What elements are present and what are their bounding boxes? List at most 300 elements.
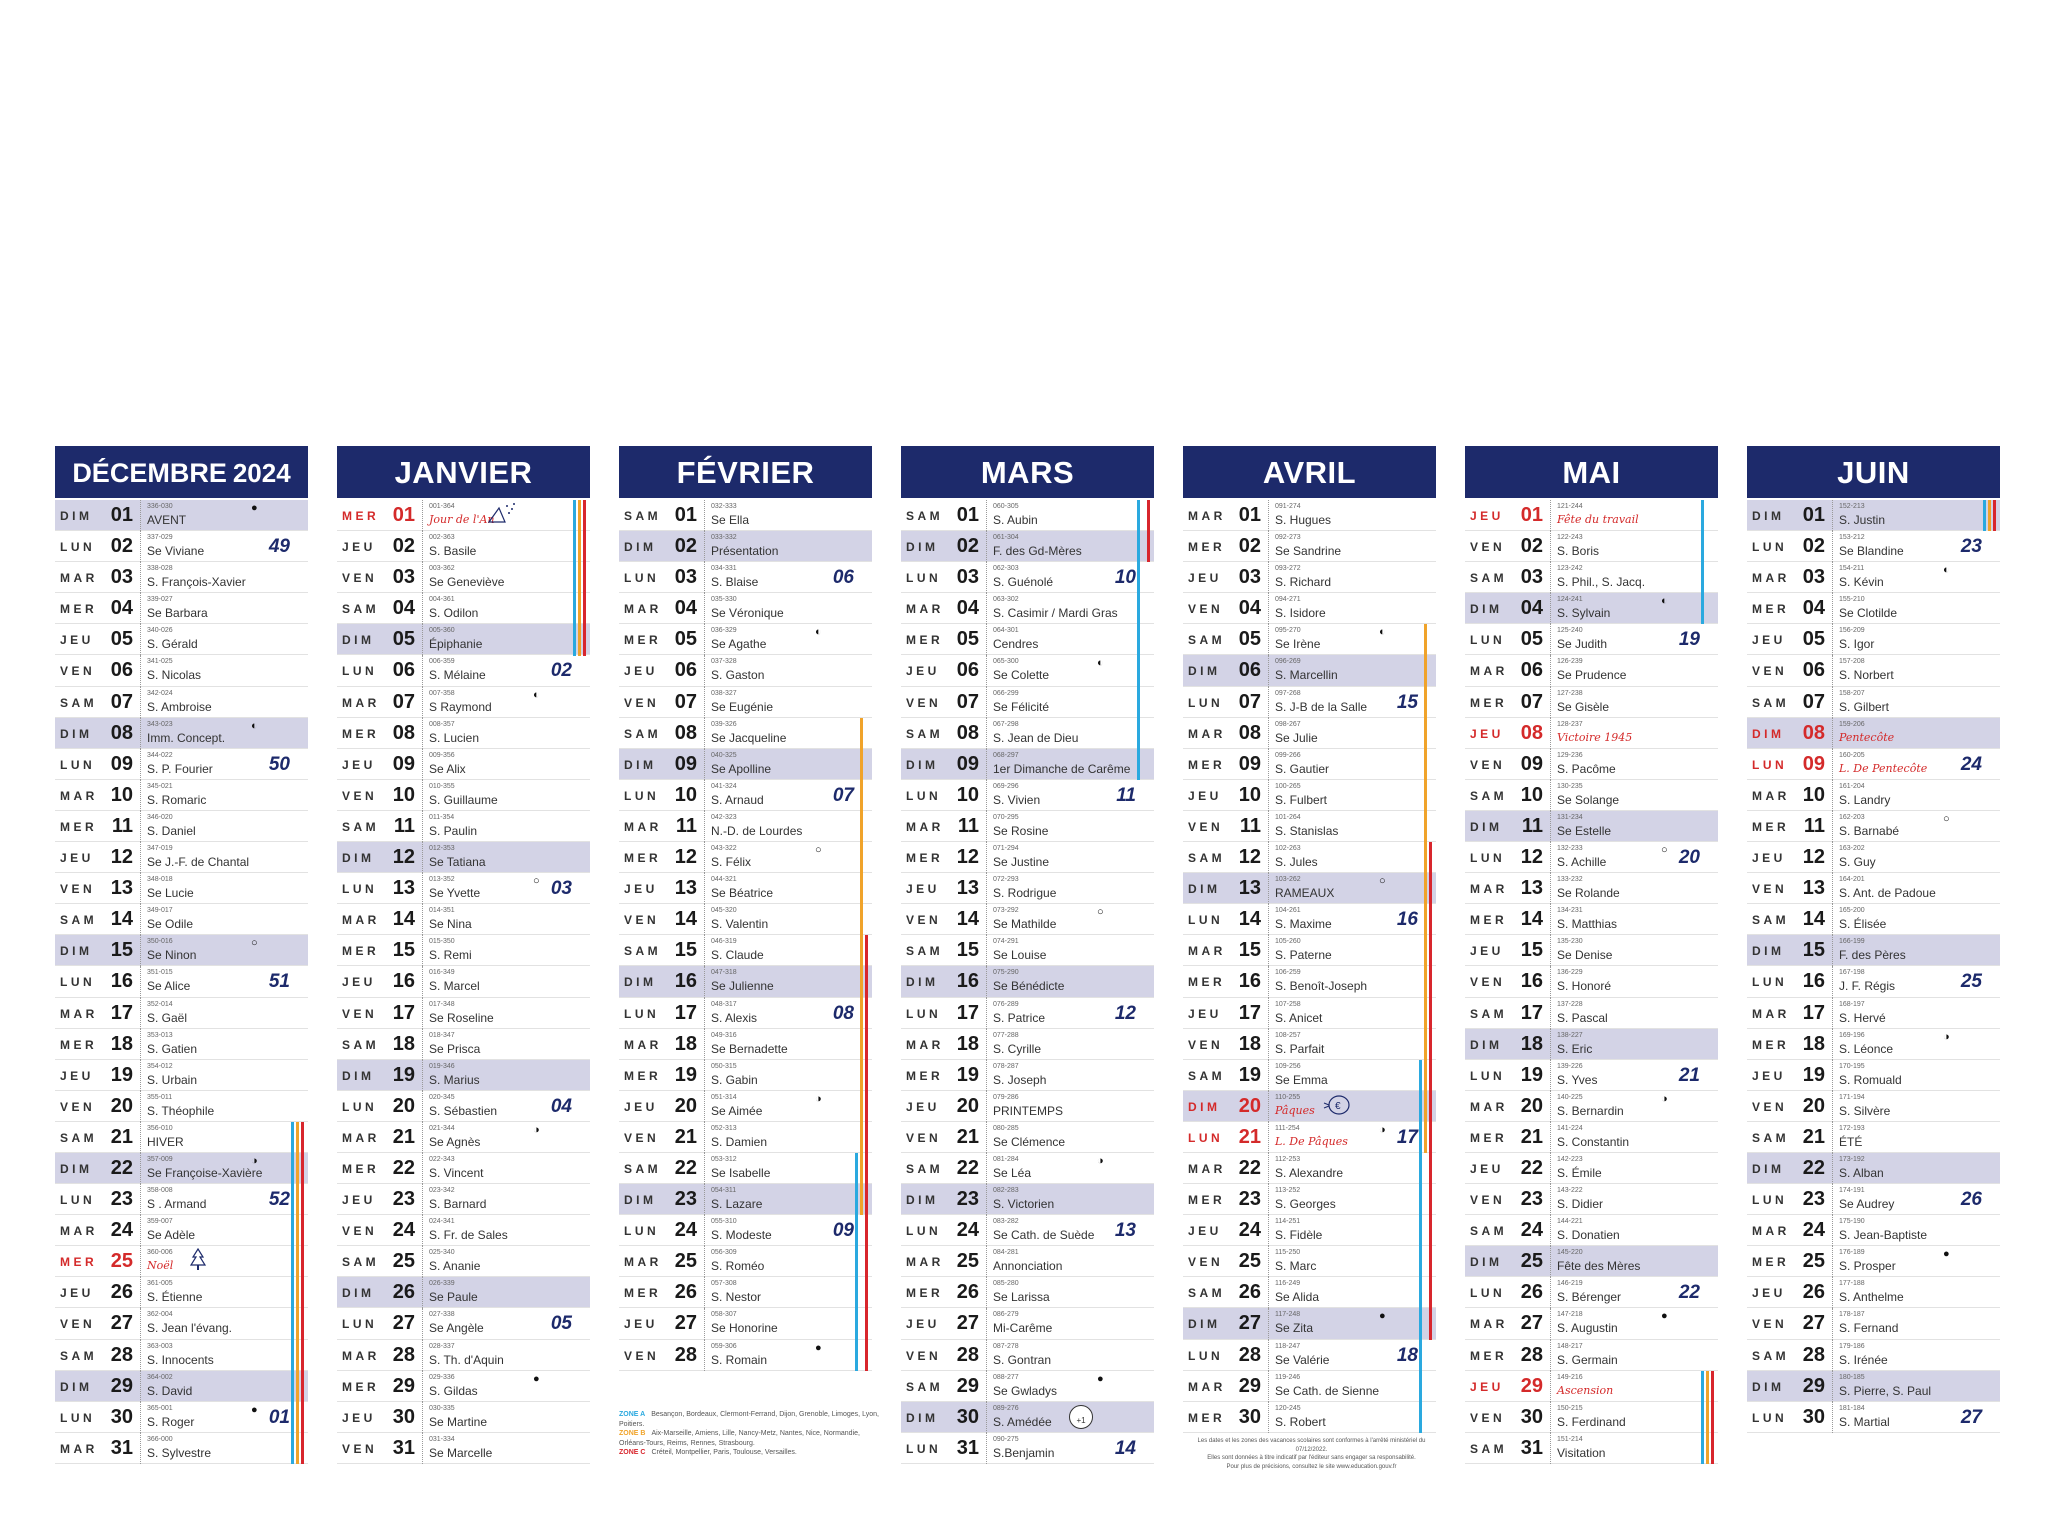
day-row[interactable] — [901, 1340, 1154, 1371]
saint-name: S. Paulin — [429, 823, 478, 838]
weekday-label: VEN — [1188, 1037, 1224, 1052]
day-row[interactable] — [337, 500, 590, 531]
day-row[interactable] — [619, 1246, 872, 1277]
day-row[interactable] — [1183, 562, 1436, 593]
weekday-label: LUN — [342, 882, 378, 897]
weekday-label: SAM — [1188, 633, 1226, 648]
day-number: 31 — [110, 1436, 133, 1459]
day-row[interactable] — [337, 624, 590, 655]
day-row[interactable] — [337, 718, 590, 749]
weekday-label: SAM — [1470, 571, 1508, 586]
day-row[interactable] — [1183, 780, 1436, 811]
day-row[interactable] — [1465, 1371, 1718, 1402]
day-row[interactable] — [901, 998, 1154, 1029]
weekday-label: SAM — [1752, 913, 1790, 928]
day-row[interactable] — [1183, 1371, 1436, 1402]
day-row[interactable] — [1465, 1215, 1718, 1246]
day-row[interactable] — [55, 1340, 308, 1371]
day-row[interactable] — [901, 1060, 1154, 1091]
day-row[interactable] — [1183, 718, 1436, 749]
day-row[interactable] — [55, 1371, 308, 1402]
day-row[interactable] — [1183, 842, 1436, 873]
day-row[interactable] — [1465, 1184, 1718, 1215]
holiday-name: L. De Pâques — [1275, 1134, 1348, 1148]
day-row[interactable] — [55, 1153, 308, 1184]
legend-zone-a: ZONE A Besançon, Bordeaux, Clermont-Ferrand, Dijon, Grenoble, Limoges, Lyon, Poitiers. — [619, 1411, 879, 1428]
day-row[interactable] — [619, 811, 872, 842]
day-of-year-code: 167-198 — [1839, 969, 1865, 977]
weekday-label: MAR — [342, 695, 380, 710]
day-of-year-code: 138-227 — [1557, 1031, 1583, 1039]
day-row[interactable] — [55, 842, 308, 873]
day-number: 24 — [956, 1219, 979, 1242]
day-row[interactable] — [1465, 1433, 1718, 1464]
day-number: 18 — [956, 1032, 979, 1055]
day-row[interactable] — [619, 655, 872, 686]
day-row[interactable] — [1747, 655, 2000, 686]
week-number: 21 — [1678, 1064, 1700, 1086]
saint-name: Se J.-F. de Chantal — [147, 855, 250, 870]
day-row[interactable] — [1465, 1060, 1718, 1091]
day-row[interactable] — [1183, 749, 1436, 780]
day-row[interactable] — [1183, 1029, 1436, 1060]
day-row[interactable] — [619, 1215, 872, 1246]
day-row[interactable] — [901, 904, 1154, 935]
day-row[interactable] — [1747, 1060, 2000, 1091]
day-row[interactable] — [1747, 749, 2000, 780]
day-row[interactable] — [1465, 966, 1718, 997]
saint-name: S. Silvère — [1839, 1103, 1891, 1118]
day-row[interactable] — [337, 531, 590, 562]
day-row[interactable] — [55, 687, 308, 718]
saint-name: S. Pierre, S. Paul — [1839, 1383, 1932, 1398]
day-row[interactable] — [1747, 1091, 2000, 1122]
day-of-year-code: 126-239 — [1557, 658, 1583, 666]
day-row[interactable] — [901, 687, 1154, 718]
day-row[interactable] — [901, 500, 1154, 531]
day-row[interactable] — [1183, 687, 1436, 718]
day-row[interactable] — [1183, 531, 1436, 562]
day-row[interactable] — [55, 593, 308, 624]
weekday-label: LUN — [906, 1224, 942, 1239]
day-row[interactable] — [901, 811, 1154, 842]
day-row[interactable] — [1747, 842, 2000, 873]
dotted-divider — [1832, 1091, 1833, 1122]
day-row[interactable] — [901, 1371, 1154, 1402]
day-row[interactable] — [1465, 904, 1718, 935]
day-row[interactable] — [1747, 624, 2000, 655]
saint-name: S. Isidore — [1275, 606, 1326, 621]
dotted-divider — [986, 624, 987, 655]
day-row[interactable] — [1747, 998, 2000, 1029]
day-row[interactable] — [619, 842, 872, 873]
day-of-year-code: 165-200 — [1839, 907, 1865, 915]
day-row[interactable] — [1465, 1122, 1718, 1153]
day-row[interactable] — [901, 749, 1154, 780]
weekday-label: VEN — [60, 1099, 96, 1114]
dotted-divider — [140, 1308, 141, 1339]
day-row[interactable] — [1183, 811, 1436, 842]
day-row[interactable] — [619, 1122, 872, 1153]
day-row[interactable] — [337, 655, 590, 686]
day-row[interactable] — [55, 1029, 308, 1060]
day-row[interactable] — [55, 718, 308, 749]
day-row[interactable] — [901, 780, 1154, 811]
day-row[interactable] — [1747, 718, 2000, 749]
day-row[interactable] — [55, 749, 308, 780]
day-row[interactable] — [1747, 811, 2000, 842]
day-row[interactable] — [337, 687, 590, 718]
day-row[interactable] — [55, 780, 308, 811]
day-row[interactable] — [337, 811, 590, 842]
day-of-year-code: 090-275 — [993, 1435, 1019, 1443]
day-row[interactable] — [1465, 1246, 1718, 1277]
day-row[interactable] — [337, 998, 590, 1029]
day-row[interactable] — [901, 1122, 1154, 1153]
dotted-divider — [422, 593, 423, 624]
day-row[interactable] — [1465, 780, 1718, 811]
day-row[interactable] — [337, 1433, 590, 1464]
day-row[interactable] — [337, 1402, 590, 1433]
dotted-divider — [704, 935, 705, 966]
day-row[interactable] — [901, 1184, 1154, 1215]
day-number: 17 — [110, 1001, 133, 1024]
day-row[interactable] — [337, 1184, 590, 1215]
day-row[interactable] — [1747, 780, 2000, 811]
day-row[interactable] — [1183, 904, 1436, 935]
day-row[interactable] — [1465, 1029, 1718, 1060]
day-row[interactable] — [1747, 1029, 2000, 1060]
day-row[interactable] — [1465, 687, 1718, 718]
dotted-divider — [704, 1340, 705, 1371]
day-row[interactable] — [901, 1153, 1154, 1184]
day-row[interactable] — [1747, 873, 2000, 904]
day-row[interactable] — [337, 966, 590, 997]
day-row[interactable] — [55, 1091, 308, 1122]
day-row[interactable] — [619, 966, 872, 997]
day-row[interactable] — [337, 1091, 590, 1122]
day-row[interactable] — [337, 904, 590, 935]
day-row[interactable] — [1465, 624, 1718, 655]
day-row[interactable] — [1465, 1308, 1718, 1339]
day-row[interactable] — [337, 873, 590, 904]
day-row[interactable] — [1747, 1122, 2000, 1153]
day-row[interactable] — [619, 749, 872, 780]
day-row[interactable] — [1465, 998, 1718, 1029]
day-row[interactable] — [619, 1277, 872, 1308]
weekday-label: VEN — [906, 913, 942, 928]
day-row[interactable] — [1465, 749, 1718, 780]
day-row[interactable] — [619, 935, 872, 966]
day-row[interactable] — [619, 780, 872, 811]
day-row[interactable] — [55, 935, 308, 966]
day-row[interactable] — [1183, 593, 1436, 624]
weekday-label: JEU — [60, 1068, 94, 1083]
saint-name: S.Benjamin — [993, 1445, 1055, 1460]
day-row[interactable] — [55, 500, 308, 531]
day-row[interactable] — [901, 1402, 1154, 1433]
day-number: 20 — [1802, 1094, 1825, 1117]
day-row[interactable] — [55, 531, 308, 562]
day-row[interactable] — [1465, 842, 1718, 873]
day-row[interactable] — [1465, 1402, 1718, 1433]
day-row[interactable] — [1465, 1277, 1718, 1308]
dotted-divider — [704, 904, 705, 935]
dotted-divider — [1550, 1371, 1551, 1402]
weekday-label: DIM — [60, 944, 93, 959]
weekday-label: LUN — [60, 540, 96, 555]
day-number: 17 — [1802, 1001, 1825, 1024]
day-row[interactable] — [55, 1060, 308, 1091]
day-row[interactable] — [619, 624, 872, 655]
day-row[interactable] — [1465, 718, 1718, 749]
day-row[interactable] — [1747, 500, 2000, 531]
day-row[interactable] — [1747, 935, 2000, 966]
day-number: 02 — [674, 535, 697, 558]
day-row[interactable] — [619, 562, 872, 593]
day-row[interactable] — [1747, 1153, 2000, 1184]
weekday-label: JEU — [624, 1099, 658, 1114]
weekday-label: SAM — [1188, 1068, 1226, 1083]
day-row[interactable] — [619, 687, 872, 718]
day-row[interactable] — [337, 1153, 590, 1184]
day-row[interactable] — [55, 624, 308, 655]
weekday-label: MER — [1188, 975, 1226, 990]
dotted-divider — [140, 1215, 141, 1246]
day-row[interactable] — [337, 1060, 590, 1091]
day-row[interactable] — [619, 1060, 872, 1091]
day-row[interactable] — [1747, 1371, 2000, 1402]
day-row[interactable] — [337, 593, 590, 624]
day-row[interactable] — [337, 562, 590, 593]
day-row[interactable] — [619, 500, 872, 531]
day-row[interactable] — [901, 1091, 1154, 1122]
day-row[interactable] — [55, 1277, 308, 1308]
day-row[interactable] — [337, 1122, 590, 1153]
weekday-label: SAM — [1470, 1441, 1508, 1456]
day-row[interactable] — [55, 1122, 308, 1153]
day-row[interactable] — [1183, 1402, 1436, 1433]
saint-name: S. Claude — [711, 948, 764, 963]
day-row[interactable] — [1747, 531, 2000, 562]
day-row[interactable] — [55, 873, 308, 904]
day-row[interactable] — [1465, 1340, 1718, 1371]
dotted-divider — [1550, 1246, 1551, 1277]
day-row[interactable] — [901, 873, 1154, 904]
day-row[interactable] — [1183, 1277, 1436, 1308]
day-row[interactable] — [1747, 1246, 2000, 1277]
day-row[interactable] — [337, 1246, 590, 1277]
saint-name: S. Kévin — [1839, 575, 1884, 590]
day-number: 20 — [110, 1094, 133, 1117]
day-row[interactable] — [1183, 1308, 1436, 1339]
day-row[interactable] — [619, 1308, 872, 1339]
dotted-divider — [1550, 749, 1551, 780]
day-row[interactable] — [55, 998, 308, 1029]
day-row[interactable] — [619, 531, 872, 562]
day-row[interactable] — [1747, 1340, 2000, 1371]
day-row[interactable] — [1747, 562, 2000, 593]
dotted-divider — [422, 811, 423, 842]
day-row[interactable] — [1183, 935, 1436, 966]
day-row[interactable] — [1747, 1402, 2000, 1433]
day-row[interactable] — [1183, 1091, 1436, 1122]
week-number: 11 — [1116, 784, 1136, 806]
day-row[interactable] — [901, 655, 1154, 686]
day-row[interactable] — [1465, 1091, 1718, 1122]
day-row[interactable] — [1183, 1153, 1436, 1184]
day-row[interactable] — [1747, 1308, 2000, 1339]
saint-name: S. Matthias — [1557, 917, 1618, 932]
day-row[interactable] — [1465, 655, 1718, 686]
day-row[interactable] — [337, 935, 590, 966]
week-number: 08 — [832, 1002, 854, 1024]
day-row[interactable] — [337, 1277, 590, 1308]
day-row[interactable] — [55, 655, 308, 686]
day-row[interactable] — [55, 1246, 308, 1277]
day-of-year-code: 088-277 — [993, 1373, 1019, 1381]
day-row[interactable] — [55, 1402, 308, 1433]
day-of-year-code: 351-015 — [147, 969, 173, 977]
day-row[interactable] — [901, 1433, 1154, 1464]
day-row[interactable] — [901, 1029, 1154, 1060]
weekday-label: DIM — [906, 540, 939, 555]
day-row[interactable] — [1747, 904, 2000, 935]
weekday-label: SAM — [60, 695, 98, 710]
dotted-divider — [1550, 966, 1551, 997]
day-number: 17 — [956, 1001, 979, 1024]
dotted-divider — [1550, 1308, 1551, 1339]
day-row[interactable] — [619, 1091, 872, 1122]
day-row[interactable] — [901, 562, 1154, 593]
day-of-year-code: 061-304 — [993, 534, 1019, 542]
day-row[interactable] — [619, 593, 872, 624]
day-number: 05 — [674, 628, 697, 651]
saint-name: S. Sylvain — [1557, 606, 1611, 621]
day-row[interactable] — [1465, 531, 1718, 562]
day-row[interactable] — [337, 842, 590, 873]
day-row[interactable] — [1183, 1246, 1436, 1277]
day-row[interactable] — [619, 998, 872, 1029]
day-row[interactable] — [55, 966, 308, 997]
day-row[interactable] — [1183, 1060, 1436, 1091]
day-row[interactable] — [337, 1029, 590, 1060]
dotted-divider — [986, 593, 987, 624]
day-row[interactable] — [1183, 655, 1436, 686]
day-row[interactable] — [1465, 873, 1718, 904]
day-row[interactable] — [901, 624, 1154, 655]
week-number: 06 — [832, 567, 854, 589]
day-row[interactable] — [55, 904, 308, 935]
day-row[interactable] — [901, 935, 1154, 966]
day-row[interactable] — [619, 1184, 872, 1215]
day-number: 03 — [392, 566, 415, 589]
day-row[interactable] — [1183, 998, 1436, 1029]
day-row[interactable] — [619, 904, 872, 935]
day-row[interactable] — [901, 966, 1154, 997]
school-holiday-zone-b-bar — [578, 500, 581, 656]
day-row[interactable] — [901, 1308, 1154, 1339]
day-row[interactable] — [1183, 1340, 1436, 1371]
weekday-label: JEU — [624, 664, 658, 679]
day-row[interactable] — [337, 780, 590, 811]
weekday-label: LUN — [1470, 633, 1506, 648]
day-row[interactable] — [1183, 873, 1436, 904]
day-row[interactable] — [337, 1308, 590, 1339]
day-row[interactable] — [1183, 966, 1436, 997]
day-row[interactable] — [1747, 1215, 2000, 1246]
day-row[interactable] — [901, 1246, 1154, 1277]
day-row[interactable] — [55, 562, 308, 593]
day-row[interactable] — [1465, 1153, 1718, 1184]
day-row[interactable] — [337, 749, 590, 780]
day-row[interactable] — [1465, 811, 1718, 842]
day-row[interactable] — [337, 1371, 590, 1402]
day-row[interactable] — [1183, 624, 1436, 655]
day-of-year-code: 052-313 — [711, 1124, 737, 1132]
day-row[interactable] — [1465, 562, 1718, 593]
day-row[interactable] — [901, 718, 1154, 749]
saint-name: S. Gabin — [711, 1072, 758, 1087]
day-row[interactable] — [337, 1215, 590, 1246]
day-row[interactable] — [901, 1277, 1154, 1308]
day-row[interactable] — [619, 1153, 872, 1184]
day-row[interactable] — [619, 718, 872, 749]
day-of-year-code: 155-210 — [1839, 596, 1865, 604]
day-row[interactable] — [1183, 1122, 1436, 1153]
day-row[interactable] — [55, 811, 308, 842]
weekday-label: DIM — [906, 1410, 939, 1425]
day-row[interactable] — [901, 593, 1154, 624]
day-row[interactable] — [1747, 687, 2000, 718]
day-row[interactable] — [901, 1215, 1154, 1246]
day-row[interactable] — [619, 1029, 872, 1060]
day-number: 28 — [1802, 1343, 1825, 1366]
day-row[interactable] — [1183, 1215, 1436, 1246]
day-row[interactable] — [55, 1433, 308, 1464]
day-row[interactable] — [1747, 593, 2000, 624]
day-row[interactable] — [619, 1340, 872, 1371]
day-row[interactable] — [1465, 500, 1718, 531]
day-row[interactable] — [1183, 1184, 1436, 1215]
day-number: 02 — [956, 535, 979, 558]
day-of-year-code: 359-007 — [147, 1218, 173, 1226]
day-of-year-code: 044-321 — [711, 876, 737, 884]
day-number: 27 — [392, 1312, 415, 1335]
day-row[interactable] — [55, 1184, 308, 1215]
day-row[interactable] — [1183, 500, 1436, 531]
day-row[interactable] — [55, 1215, 308, 1246]
day-row[interactable] — [1747, 1184, 2000, 1215]
day-row[interactable] — [619, 873, 872, 904]
day-row[interactable] — [1747, 1277, 2000, 1308]
day-of-year-code: 108-257 — [1275, 1031, 1301, 1039]
day-row[interactable] — [1465, 935, 1718, 966]
day-row[interactable] — [1747, 966, 2000, 997]
saint-name: Se Rolande — [1557, 886, 1620, 901]
day-row[interactable] — [55, 1308, 308, 1339]
saint-name: Se Solange — [1557, 792, 1620, 807]
saint-name: Se Alix — [429, 761, 466, 776]
day-row[interactable] — [901, 531, 1154, 562]
day-row[interactable] — [337, 1340, 590, 1371]
day-row[interactable] — [1465, 593, 1718, 624]
dotted-divider — [1550, 1060, 1551, 1091]
day-of-year-code: 366-000 — [147, 1435, 173, 1443]
day-row[interactable] — [901, 842, 1154, 873]
saint-name: S. Rodrigue — [993, 886, 1057, 901]
day-number: 26 — [956, 1281, 979, 1304]
